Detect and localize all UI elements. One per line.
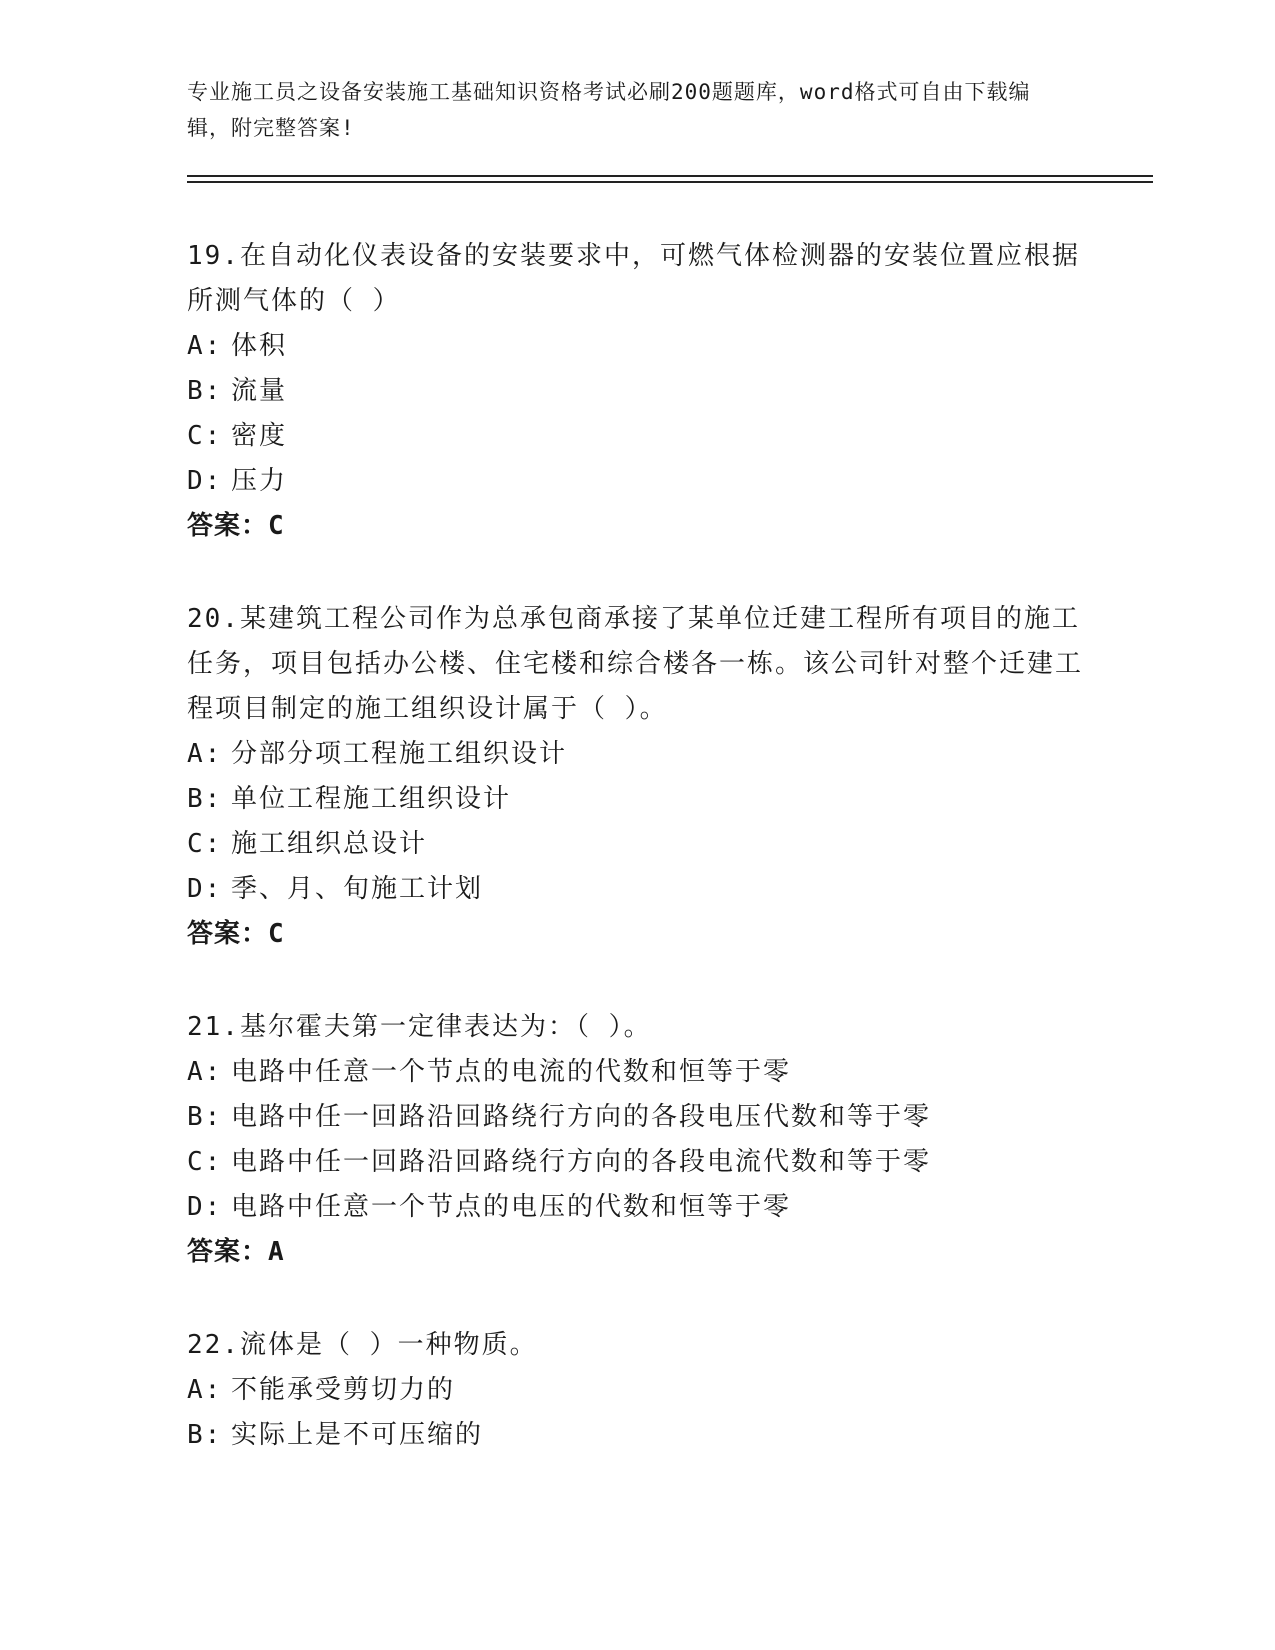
option-d — [187, 1185, 1087, 1230]
option-a — [187, 1368, 1087, 1413]
question-21 — [187, 1005, 1087, 1275]
option-text: 电路中任一回路沿回路绕行方向的各段电压代数和等于零 — [231, 1102, 932, 1132]
option-b — [187, 1095, 1087, 1140]
option-a — [187, 732, 1087, 777]
option-c — [187, 1140, 1087, 1185]
option-key: B: — [187, 376, 223, 406]
option-key: C: — [187, 829, 223, 859]
header-rule-bottom — [187, 181, 1153, 183]
option-key: A: — [187, 739, 223, 769]
option-text: 体积 — [231, 331, 288, 361]
question-text: 19.在自动化仪表设备的安装要求中，可燃气体检测器的安装位置应根据所测气体的（ ） — [187, 241, 1080, 316]
option-text: 实际上是不可压缩的 — [231, 1420, 484, 1450]
option-key: A: — [187, 1375, 223, 1405]
option-text: 不能承受剪切力的 — [231, 1375, 456, 1405]
header-rule-top — [187, 175, 1153, 177]
option-d — [187, 459, 1087, 504]
option-key: D: — [187, 1192, 223, 1222]
option-a — [187, 324, 1087, 369]
answer-line: 答案：C — [187, 511, 285, 541]
option-d — [187, 867, 1087, 912]
option-text: 压力 — [231, 466, 288, 496]
option-text: 分部分项工程施工组织设计 — [231, 739, 568, 769]
question-19 — [187, 234, 1087, 549]
question-20 — [187, 597, 1087, 957]
option-b — [187, 1413, 1087, 1458]
option-a — [187, 1050, 1087, 1095]
option-b — [187, 777, 1087, 822]
option-key: D: — [187, 874, 223, 904]
option-key: C: — [187, 1147, 223, 1177]
question-text: 21.基尔霍夫第一定律表达为：（ ）。 — [187, 1012, 652, 1042]
option-key: A: — [187, 1057, 223, 1087]
answer-line: 答案：A — [187, 1237, 285, 1267]
option-text: 流量 — [231, 376, 288, 406]
option-c — [187, 414, 1087, 459]
option-key: B: — [187, 784, 223, 814]
option-c — [187, 822, 1087, 867]
option-text: 密度 — [231, 421, 288, 451]
option-text: 施工组织总设计 — [231, 829, 428, 859]
option-text: 电路中任一回路沿回路绕行方向的各段电流代数和等于零 — [231, 1147, 932, 1177]
option-key: B: — [187, 1102, 223, 1132]
answer-line: 答案：C — [187, 919, 285, 949]
option-key: D: — [187, 466, 223, 496]
option-key: A: — [187, 331, 223, 361]
question-text: 22.流体是（ ）一种物质。 — [187, 1330, 538, 1360]
option-text: 电路中任意一个节点的电压的代数和恒等于零 — [231, 1192, 792, 1222]
option-key: B: — [187, 1420, 223, 1450]
question-22 — [187, 1323, 1087, 1458]
option-text: 单位工程施工组织设计 — [231, 784, 512, 814]
option-b — [187, 369, 1087, 414]
option-key: C: — [187, 421, 223, 451]
option-text: 电路中任意一个节点的电流的代数和恒等于零 — [231, 1057, 792, 1087]
option-text: 季、月、旬施工计划 — [231, 874, 484, 904]
question-text: 20.某建筑工程公司作为总承包商承接了某单位迁建工程所有项目的施工任务，项目包括办公楼、住宅楼和综合楼各一栋。该公司针对整个迁建工程项目制定的施工组织设计属于（ ）。 — [187, 604, 1084, 724]
document-header: 专业施工员之设备安装施工基础知识资格考试必刷200题题库，word格式可自由下载编辑，附完整答案! — [187, 80, 1031, 140]
